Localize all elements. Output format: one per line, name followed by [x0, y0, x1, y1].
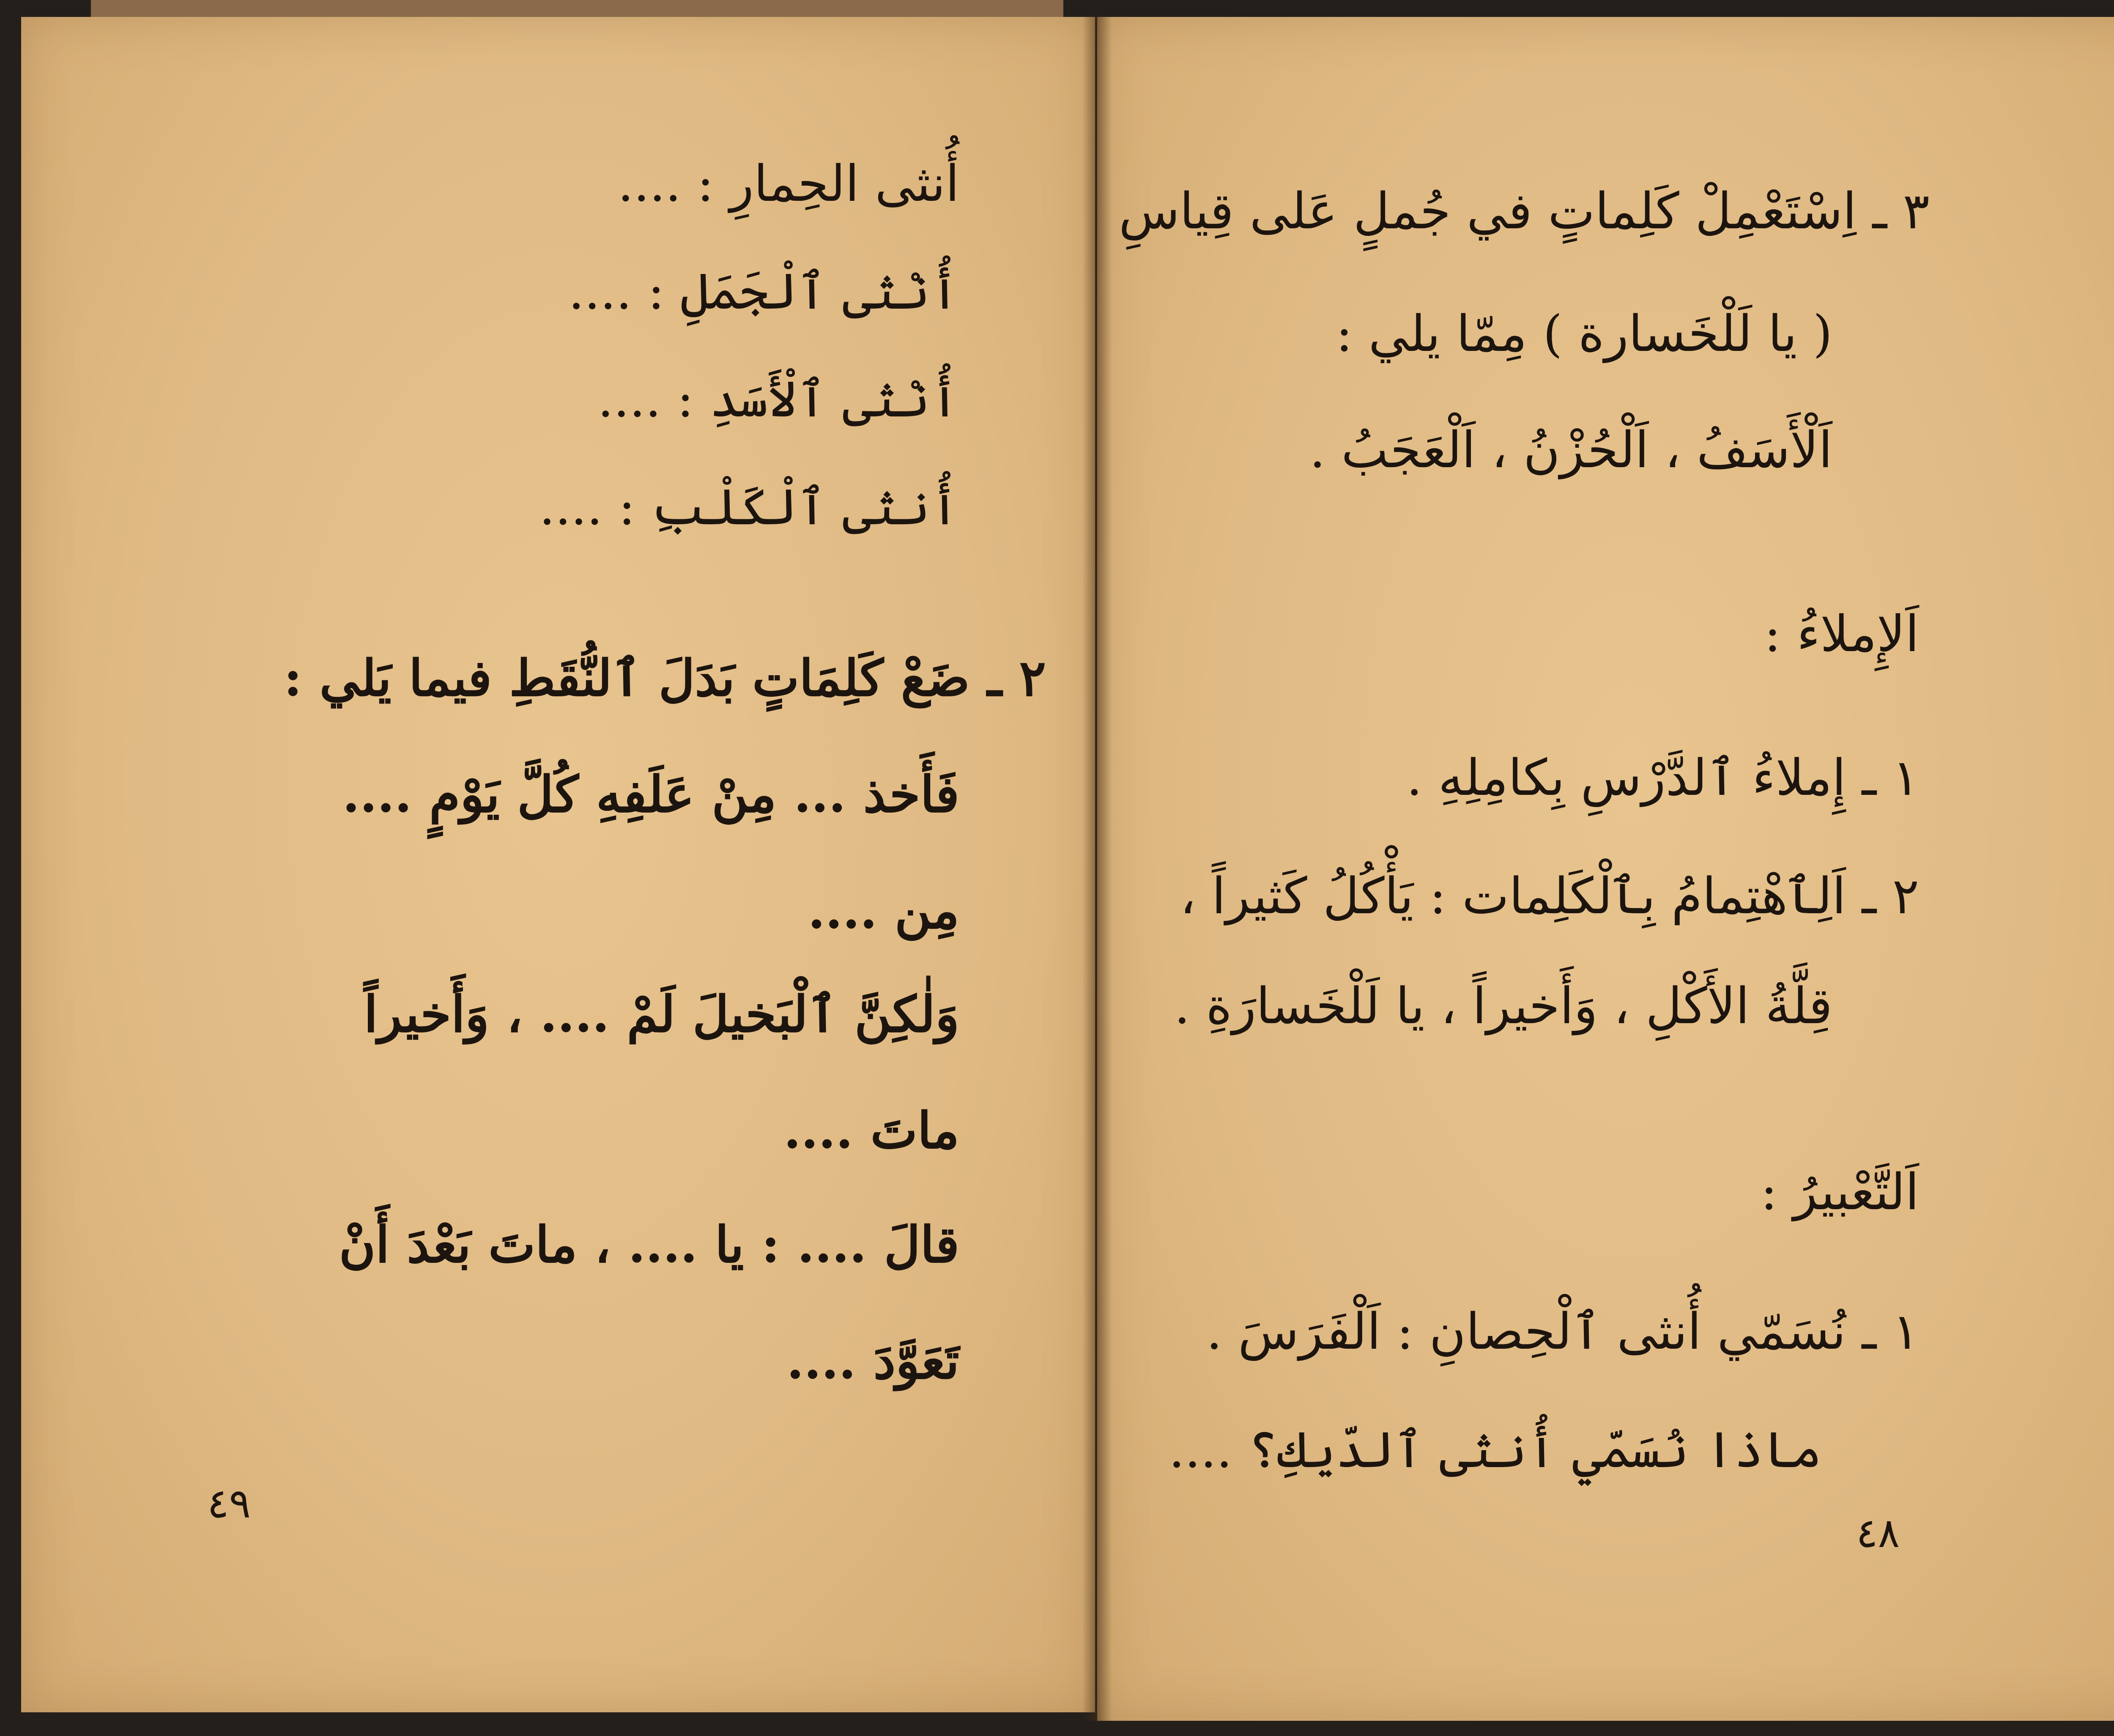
- right-line-10: ماذا نُسَمّي أُنثى ٱلدّيكِ؟ ....: [1169, 1421, 1822, 1479]
- left-line-11: تَعَوَّدَ ....: [786, 1331, 959, 1390]
- right-exercise-3-heading: ٣ ـ اِسْتَعْمِلْ كَلِماتٍ في جُملٍ عَلى قِياسِ: [1119, 182, 1930, 240]
- right-line-5: ١ ـ إِملاءُ ٱلدَّرْسِ بِكامِلِهِ .: [1406, 748, 1919, 807]
- left-line-1: أُنثى الحِمارِ : ....: [618, 154, 959, 213]
- left-page-number: ٤٩: [207, 1480, 251, 1527]
- left-line-8: وَلٰكِنَّ ٱلْبَخيلَ لَمْ .... ، وَأَخيراً: [364, 985, 959, 1043]
- left-line-6: فَأَخذ ... مِنْ عَلَفِهِ كُلَّ يَوْمٍ ....: [342, 765, 959, 824]
- right-line-2: ( يا لَلْخَسارة ) مِمّا يلي :: [1336, 304, 1832, 363]
- book-gutter: [1082, 17, 1112, 1721]
- expression-heading: اَلتَّعْبيرُ :: [1761, 1163, 1919, 1221]
- right-line-9: ١ ـ نُسَمّي أُنثى ٱلْحِصانِ : اَلْفَرَسَ .: [1206, 1302, 1919, 1361]
- dictation-heading: اَلإِملاءُ :: [1764, 605, 1919, 663]
- left-exercise-2-heading: ٢ ـ ضَعْ كَلِمَاتٍ بَدَلَ ٱلنُّقَطِ فيما يَلي :: [283, 649, 1046, 707]
- left-line-10: قالَ .... : يا .... ، ماتَ بَعْدَ أَنْ: [339, 1215, 959, 1274]
- right-page-number: ٤٨: [1856, 1509, 1900, 1557]
- left-line-7: مِن ....: [808, 881, 959, 940]
- left-line-9: ماتَ ....: [783, 1101, 959, 1160]
- left-line-2: أُنْثى ٱلْجَمَلِ : ....: [568, 262, 959, 320]
- right-line-6: ٢ ـ اَلِٱهْتِمامُ بِٱلْكَلِمات : يَأْكُلُ كَثيراً ،: [1180, 867, 1919, 925]
- right-line-3: اَلْأَسَفُ ، اَلْحُزْنُ ، اَلْعَجَبُ .: [1309, 421, 1832, 479]
- left-line-4: أُنثى ٱلْكَلْبِ : ....: [539, 478, 959, 536]
- right-line-7: قِلَّةُ الأَكْلِ ، وَأَخيراً ، يا لَلْخَسارَةِ .: [1174, 977, 1832, 1035]
- left-line-3: أُنْثى ٱلْأَسَدِ : ....: [597, 370, 959, 428]
